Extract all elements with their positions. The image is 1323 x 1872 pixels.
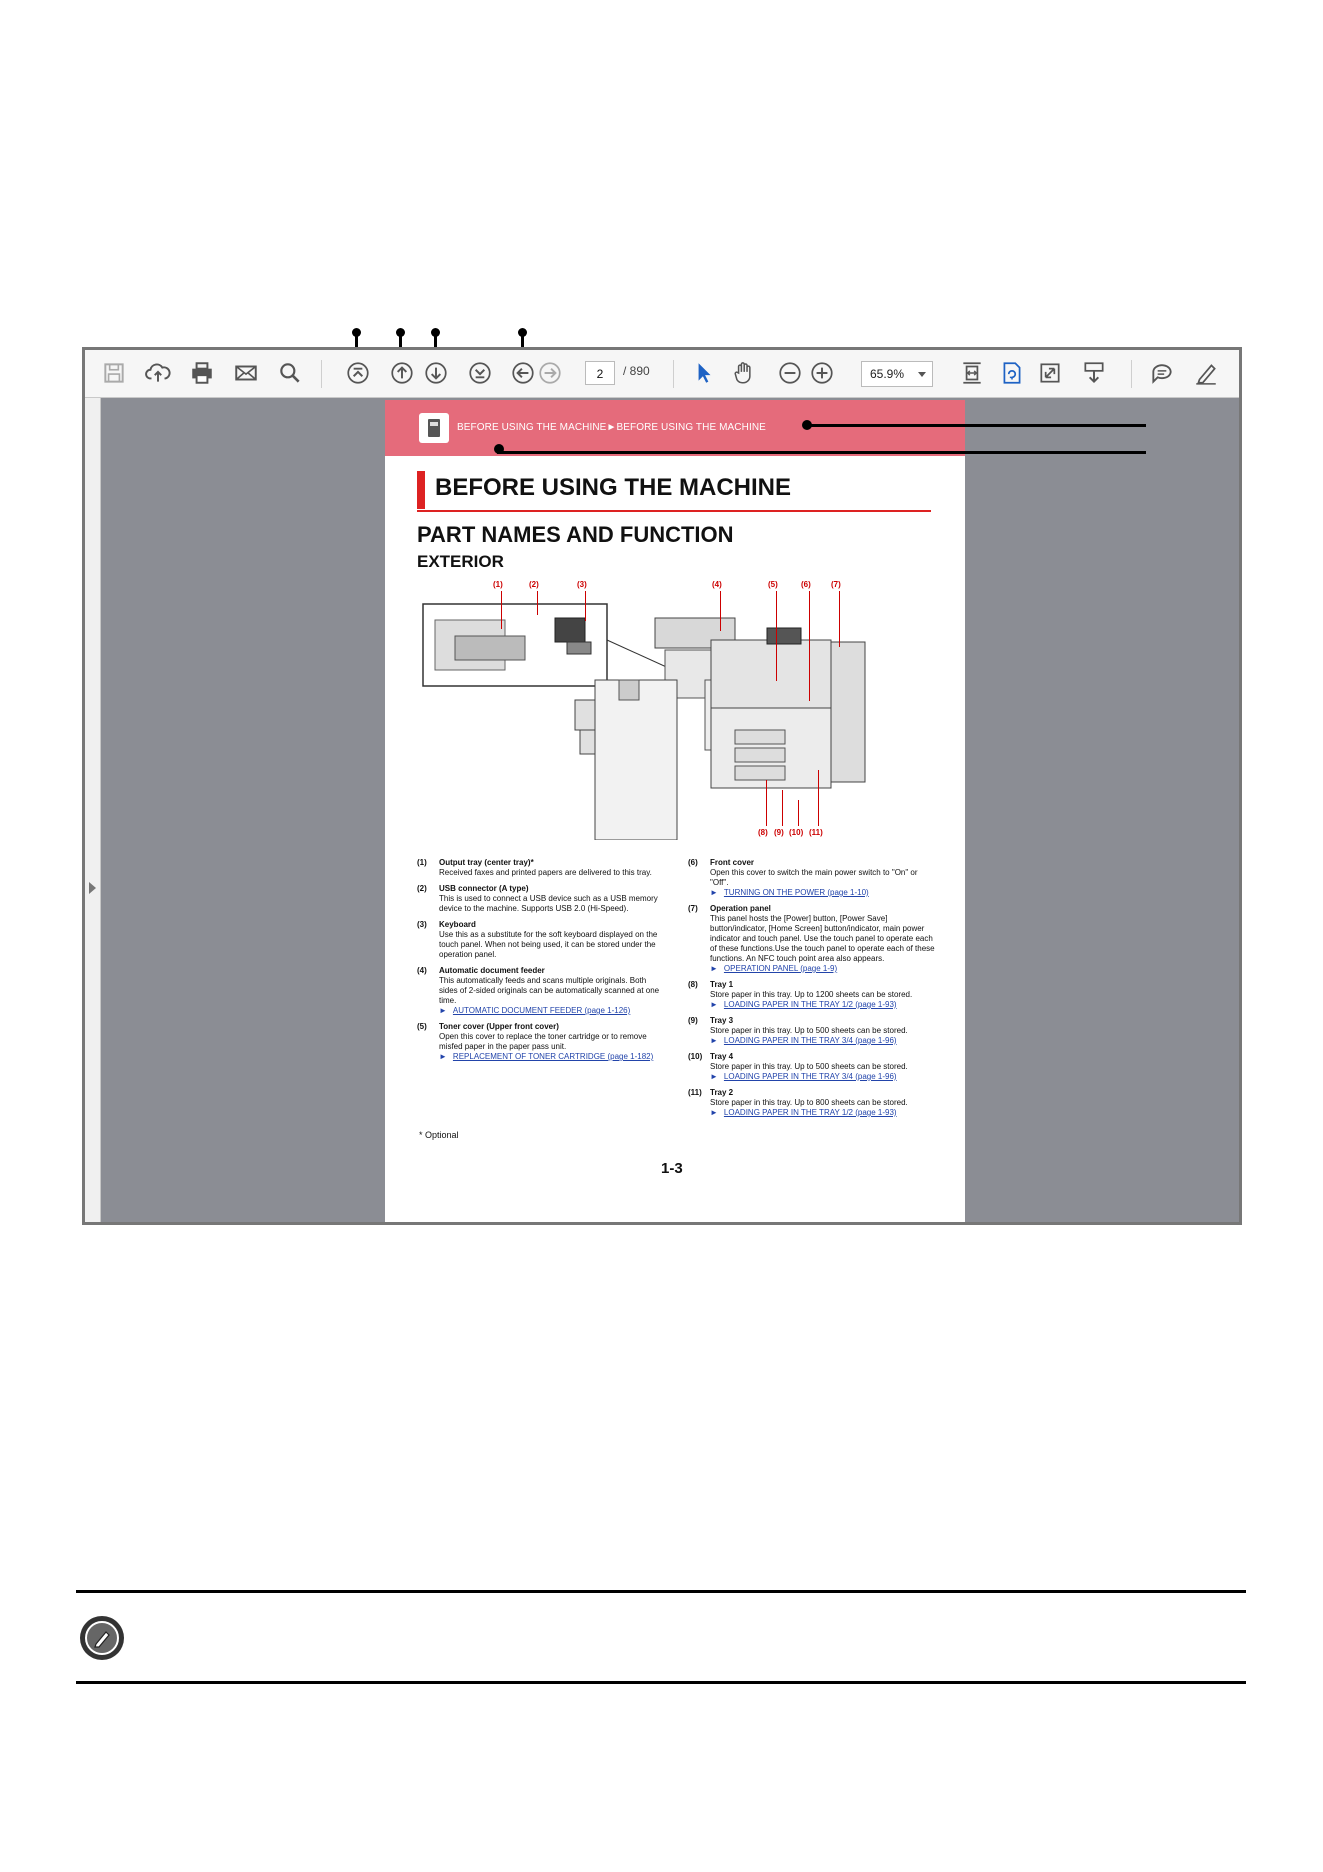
cross-reference-link[interactable] bbox=[710, 1072, 938, 1082]
callout-label: (6) bbox=[801, 580, 811, 589]
rotate-icon bbox=[999, 360, 1025, 386]
callout-label: (3) bbox=[577, 580, 587, 589]
printer-panel-icon bbox=[419, 413, 449, 443]
pointer-line-breadcrumb bbox=[806, 424, 1146, 427]
cross-reference-link[interactable] bbox=[439, 1052, 667, 1062]
next-page-icon bbox=[423, 360, 449, 386]
back-icon bbox=[510, 360, 536, 386]
forward-icon bbox=[537, 360, 563, 386]
read-mode-button[interactable] bbox=[1079, 358, 1109, 388]
hand-icon bbox=[731, 360, 757, 386]
zoom-in-button[interactable] bbox=[807, 358, 837, 388]
link-text: AUTOMATIC DOCUMENT FEEDER (page 1-126) bbox=[452, 1006, 631, 1015]
chevron-down-icon bbox=[918, 372, 926, 377]
back-button[interactable] bbox=[508, 358, 538, 388]
breadcrumb: BEFORE USING THE MACHINE►BEFORE USING THE MACHINE bbox=[457, 422, 766, 433]
callout-label: (8) bbox=[758, 828, 768, 837]
item-body: Store paper in this tray. Up to 500 sheets can be stored. bbox=[710, 1026, 908, 1035]
item-title: Keyboard bbox=[439, 920, 476, 929]
list-item bbox=[688, 904, 938, 974]
item-title: Tray 1 bbox=[710, 980, 734, 989]
parts-list-left bbox=[417, 858, 667, 1068]
section-title: PART NAMES AND FUNCTION bbox=[417, 522, 734, 547]
item-number: (4) bbox=[417, 966, 427, 975]
chapter-rule bbox=[417, 510, 931, 512]
page-header bbox=[385, 400, 965, 456]
rotate-button[interactable] bbox=[997, 358, 1027, 388]
triangle-right-icon: ► bbox=[439, 1052, 447, 1061]
toolbar-separator bbox=[1131, 360, 1132, 388]
sign-button[interactable] bbox=[1191, 358, 1221, 388]
item-body: This is used to connect a USB device such as a USB memory device to the machine. Supports USB 2.0 (Hi-Speed). bbox=[439, 894, 658, 913]
callout-label: (5) bbox=[768, 580, 778, 589]
fit-page-icon bbox=[959, 360, 985, 386]
item-number: (5) bbox=[417, 1022, 427, 1031]
print-icon bbox=[189, 360, 215, 386]
pdf-viewer-window bbox=[82, 347, 1242, 1225]
link-text: LOADING PAPER IN THE TRAY 3/4 (page 1-96) bbox=[723, 1036, 897, 1045]
item-title: Operation panel bbox=[710, 904, 771, 913]
item-title: Front cover bbox=[710, 858, 755, 867]
item-body: Use this as a substitute for the soft keyboard displayed on the touch panel. When not being used, it can be stored under the operation panel. bbox=[439, 930, 658, 959]
list-item bbox=[417, 966, 667, 1016]
print-button[interactable] bbox=[187, 358, 217, 388]
callout-leader bbox=[818, 770, 819, 826]
pointer-line-tab-stem bbox=[497, 446, 500, 454]
side-panel-toggle[interactable] bbox=[85, 398, 101, 1222]
first-page-button[interactable] bbox=[343, 358, 373, 388]
list-item bbox=[417, 920, 667, 960]
fullscreen-button[interactable] bbox=[1035, 358, 1065, 388]
link-text: OPERATION PANEL (page 1-9) bbox=[723, 964, 838, 973]
note-top-rule bbox=[76, 1590, 1246, 1593]
select-tool-button[interactable] bbox=[689, 358, 719, 388]
list-item bbox=[688, 1016, 938, 1046]
triangle-right-icon: ► bbox=[710, 1072, 718, 1081]
item-number: (6) bbox=[688, 858, 698, 867]
toolbar bbox=[85, 350, 1239, 398]
fullscreen-icon bbox=[1037, 360, 1063, 386]
triangle-right-icon: ► bbox=[710, 964, 718, 973]
callout-leader bbox=[585, 591, 586, 621]
cross-reference-link[interactable] bbox=[710, 888, 938, 898]
page-number: 1-3 bbox=[661, 1160, 683, 1177]
email-button[interactable] bbox=[231, 358, 261, 388]
callout-label: (7) bbox=[831, 580, 841, 589]
chevron-right-icon bbox=[89, 882, 96, 894]
previous-page-button[interactable] bbox=[387, 358, 417, 388]
callout-leader bbox=[776, 591, 777, 681]
sign-icon bbox=[1193, 360, 1219, 386]
zoom-value: 65.9% bbox=[870, 367, 905, 381]
list-item bbox=[417, 884, 667, 914]
cross-reference-link[interactable] bbox=[710, 1108, 938, 1118]
link-text: REPLACEMENT OF TONER CARTRIDGE (page 1-182) bbox=[452, 1052, 654, 1061]
callout-label: (1) bbox=[493, 580, 503, 589]
link-text: LOADING PAPER IN THE TRAY 1/2 (page 1-93) bbox=[723, 1108, 897, 1117]
pencil-glyph bbox=[90, 1626, 114, 1650]
item-title: USB connector (A type) bbox=[439, 884, 529, 893]
item-body: Open this cover to switch the main power switch to "On" or "Off". bbox=[710, 868, 918, 887]
parts-list-right bbox=[688, 858, 938, 1124]
item-number: (1) bbox=[417, 858, 427, 867]
list-item bbox=[417, 1022, 667, 1062]
select-arrow-icon bbox=[691, 360, 717, 386]
callout-label: (10) bbox=[789, 828, 804, 837]
item-body: This automatically feeds and scans multiple originals. Both sides of 2-sided originals can be automatically scanned at one time. bbox=[439, 976, 660, 1005]
pdf-page bbox=[385, 400, 965, 1222]
cross-reference-link[interactable] bbox=[710, 1036, 938, 1046]
note-bottom-rule bbox=[76, 1681, 1246, 1684]
item-body: Store paper in this tray. Up to 1200 sheets can be stored. bbox=[710, 990, 913, 999]
page-total: / 890 bbox=[623, 364, 650, 378]
link-text: TURNING ON THE POWER (page 1-10) bbox=[723, 888, 869, 897]
callout-label: (11) bbox=[809, 828, 823, 837]
list-item bbox=[417, 858, 667, 878]
item-title: Output tray (center tray)* bbox=[439, 858, 534, 867]
callout-leader bbox=[720, 591, 721, 631]
item-body: Store paper in this tray. Up to 800 sheets can be stored. bbox=[710, 1098, 908, 1107]
item-number: (9) bbox=[688, 1016, 698, 1025]
callout-label: (2) bbox=[529, 580, 539, 589]
footnote: * Optional bbox=[419, 1130, 459, 1140]
save-button[interactable] bbox=[99, 358, 129, 388]
item-title: Automatic document feeder bbox=[439, 966, 545, 975]
cross-reference-link[interactable] bbox=[710, 1000, 938, 1010]
callout-label: (4) bbox=[712, 580, 722, 589]
item-title: Toner cover (Upper front cover) bbox=[439, 1022, 559, 1031]
search-button[interactable] bbox=[275, 358, 305, 388]
search-icon bbox=[277, 360, 303, 386]
cross-reference-link[interactable] bbox=[710, 964, 938, 974]
triangle-right-icon: ► bbox=[439, 1006, 447, 1015]
triangle-right-icon: ► bbox=[710, 1036, 718, 1045]
item-title: Tray 3 bbox=[710, 1016, 734, 1025]
triangle-right-icon: ► bbox=[710, 888, 718, 897]
note-pencil-icon bbox=[80, 1616, 124, 1660]
item-number: (10) bbox=[688, 1052, 703, 1061]
zoom-select[interactable] bbox=[861, 361, 933, 387]
triangle-right-icon: ► bbox=[710, 1000, 718, 1009]
list-item bbox=[688, 1088, 938, 1118]
save-icon bbox=[101, 360, 127, 386]
item-body: Received faxes and printed papers are delivered to this tray. bbox=[439, 868, 652, 877]
item-title: Tray 4 bbox=[710, 1052, 734, 1061]
callout-leader bbox=[809, 591, 810, 701]
last-page-button[interactable] bbox=[465, 358, 495, 388]
item-number: (7) bbox=[688, 904, 698, 913]
callout-leader bbox=[839, 591, 840, 647]
zoom-in-icon bbox=[809, 360, 835, 386]
list-item bbox=[688, 858, 938, 898]
pointer-line-tab bbox=[499, 451, 1146, 454]
comment-button[interactable] bbox=[1147, 358, 1177, 388]
next-page-button[interactable] bbox=[421, 358, 451, 388]
link-text: LOADING PAPER IN THE TRAY 3/4 (page 1-96) bbox=[723, 1072, 897, 1081]
callout-leader bbox=[766, 780, 767, 826]
toolbar-separator bbox=[673, 360, 674, 388]
list-item bbox=[688, 1052, 938, 1082]
last-page-icon bbox=[467, 360, 493, 386]
chapter-title: BEFORE USING THE MACHINE bbox=[435, 474, 792, 501]
callout-leader bbox=[537, 591, 538, 615]
first-page-icon bbox=[345, 360, 371, 386]
item-number: (11) bbox=[688, 1088, 702, 1097]
zoom-out-icon bbox=[777, 360, 803, 386]
callout-leader bbox=[782, 790, 783, 826]
read-mode-icon bbox=[1081, 360, 1107, 386]
zoom-out-button[interactable] bbox=[775, 358, 805, 388]
item-body: This panel hosts the [Power] button, [Power Save] button/indicator, [Home Screen] button/indicator, main power indicator and touch panel. Use the touch panel to operate each of these functions.Use the touch panel to operate each of these functions. An NFC touch point area also appears. bbox=[710, 914, 935, 963]
item-number: (2) bbox=[417, 884, 427, 893]
chapter-accent-bar bbox=[417, 471, 425, 509]
upload-button[interactable] bbox=[143, 358, 173, 388]
callout-leader bbox=[798, 800, 799, 826]
page-number-input[interactable]: 2 bbox=[585, 361, 615, 385]
previous-page-icon bbox=[389, 360, 415, 386]
upload-icon bbox=[145, 360, 171, 386]
item-title: Tray 2 bbox=[710, 1088, 734, 1097]
toolbar-separator bbox=[321, 360, 322, 388]
hand-tool-button[interactable] bbox=[729, 358, 759, 388]
comment-icon bbox=[1149, 360, 1175, 386]
item-number: (8) bbox=[688, 980, 698, 989]
machine-illustration bbox=[415, 580, 935, 840]
item-number: (3) bbox=[417, 920, 427, 929]
cross-reference-link[interactable] bbox=[439, 1006, 667, 1016]
link-text: LOADING PAPER IN THE TRAY 1/2 (page 1-93) bbox=[723, 1000, 897, 1009]
triangle-right-icon: ► bbox=[710, 1108, 718, 1117]
subsection-title: EXTERIOR bbox=[417, 552, 504, 571]
fit-page-button[interactable] bbox=[957, 358, 987, 388]
item-body: Open this cover to replace the toner cartridge or to remove misfed paper in the paper pass unit. bbox=[439, 1032, 647, 1051]
item-body: Store paper in this tray. Up to 500 sheets can be stored. bbox=[710, 1062, 908, 1071]
list-item bbox=[688, 980, 938, 1010]
callout-leader bbox=[501, 591, 502, 629]
forward-button[interactable] bbox=[535, 358, 565, 388]
mail-icon bbox=[233, 360, 259, 386]
callout-label: (9) bbox=[774, 828, 784, 837]
